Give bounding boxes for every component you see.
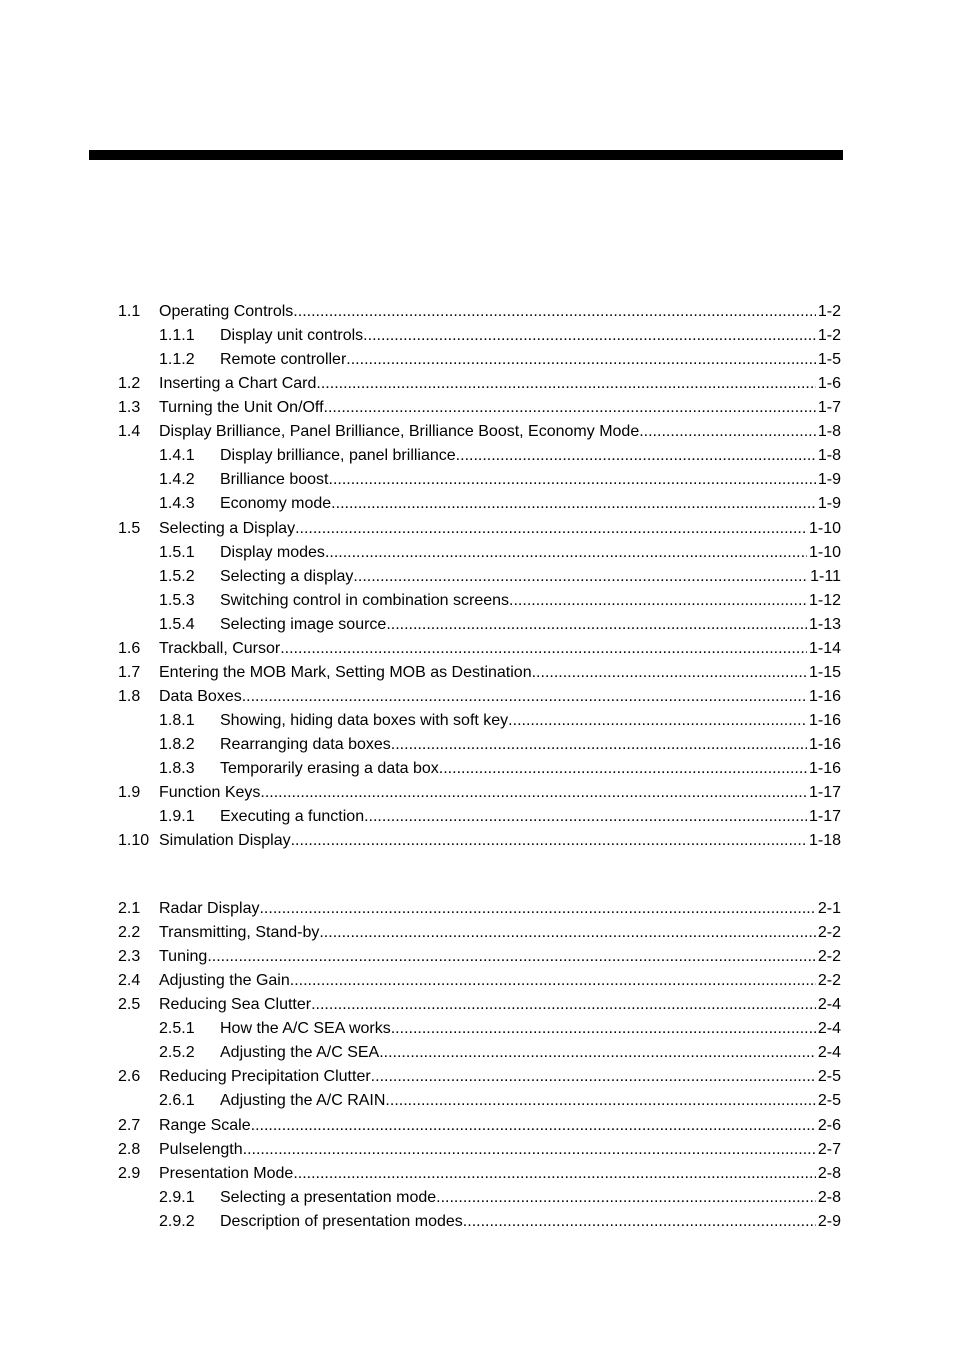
toc-entry-page: 1-6 xyxy=(817,375,841,393)
toc-entry-number: 1.8 xyxy=(118,687,141,705)
toc-entry-page: 1-2 xyxy=(817,303,841,320)
toc-entry[interactable] xyxy=(118,805,841,829)
toc-entry[interactable] xyxy=(118,1186,841,1210)
toc-leader-dots xyxy=(324,396,816,420)
toc-entry[interactable] xyxy=(118,541,841,565)
toc-entry-number: 1.4.2 xyxy=(159,471,195,489)
toc-leader-dots xyxy=(295,517,807,541)
toc-entry-page: 2-8 xyxy=(817,1164,841,1182)
toc-entry-number: 1.8.1 xyxy=(159,711,195,729)
toc-entry-page: 2-6 xyxy=(817,1116,841,1134)
toc-entry-page: 2-4 xyxy=(817,1020,841,1038)
toc-leader-dots xyxy=(293,1162,816,1186)
toc-leader-dots xyxy=(207,945,816,969)
toc-entry-title: Display modes xyxy=(220,541,325,565)
toc-entry-title: Radar Display xyxy=(159,897,259,921)
toc-entry-number: 1.6 xyxy=(118,639,141,657)
toc-entry-number: 2.5.2 xyxy=(159,1044,195,1062)
toc-entry-number: 1.4 xyxy=(118,423,141,441)
toc-entry-page: 2-8 xyxy=(817,1188,841,1206)
toc-leader-dots xyxy=(439,757,807,781)
toc-entry-page: 1-16 xyxy=(808,760,841,777)
toc-entry-page: 2-5 xyxy=(817,1068,841,1086)
toc-entry[interactable] xyxy=(118,372,841,396)
toc-leader-dots xyxy=(260,781,807,805)
toc-entry-number: 1.4.1 xyxy=(159,447,195,465)
toc-entry-title: Display brilliance, panel brilliance xyxy=(220,444,456,468)
toc-entry[interactable] xyxy=(118,468,841,492)
toc-entry-number: 1.9.1 xyxy=(159,808,195,825)
toc-entry-page: 1-11 xyxy=(810,567,841,585)
header-rule xyxy=(89,150,843,160)
toc-entry[interactable] xyxy=(118,300,841,324)
toc-entry-number: 1.9 xyxy=(118,784,141,801)
toc-entry-title: Adjusting the A/C RAIN xyxy=(220,1089,385,1113)
toc-entry-number: 1.1.2 xyxy=(159,351,195,369)
toc-entry-page: 2-9 xyxy=(817,1212,841,1230)
toc-entry-number: 2.6.1 xyxy=(159,1092,195,1110)
toc-entry-number: 1.5.3 xyxy=(159,591,195,609)
toc-leader-dots xyxy=(331,492,816,516)
toc-entry[interactable] xyxy=(118,444,841,468)
toc-entry-title: Simulation Display xyxy=(159,829,291,853)
toc-leader-dots xyxy=(436,1186,816,1210)
toc-entry-page: 1-17 xyxy=(808,784,841,801)
toc-entry-page: 2-2 xyxy=(817,972,841,990)
toc-entry[interactable] xyxy=(118,396,841,420)
toc-entry-number: 2.9 xyxy=(118,1164,141,1182)
toc-leader-dots xyxy=(463,1210,816,1234)
toc-entry-number: 1.7 xyxy=(118,663,141,681)
toc-entry-title: Reducing Precipitation Clutter xyxy=(159,1065,371,1089)
toc-entry-number: 1.5.1 xyxy=(159,543,195,561)
toc-leader-dots xyxy=(316,372,815,396)
toc-entry-number: 2.5.1 xyxy=(159,1020,195,1038)
toc-entry-title: Range Scale xyxy=(159,1114,251,1138)
toc-leader-dots xyxy=(639,420,816,444)
toc-entry-page: 2-5 xyxy=(817,1092,841,1110)
toc-entry-page: 1-14 xyxy=(808,639,841,657)
toc-entry-title: Remote controller xyxy=(220,348,346,372)
toc-entry-number: 2.5 xyxy=(118,996,141,1014)
toc-entry-page: 1-7 xyxy=(817,399,841,417)
toc-entry-title: Pulselength xyxy=(159,1138,243,1162)
toc-leader-dots xyxy=(391,733,807,757)
toc-leader-dots xyxy=(290,969,816,993)
toc-entry-title: Temporarily erasing a data box xyxy=(220,757,439,781)
toc-entry-title: Operating Controls xyxy=(159,300,293,324)
toc-entry[interactable] xyxy=(118,1138,841,1162)
toc-entry-title: Inserting a Chart Card xyxy=(159,372,316,396)
toc-entry-title: Executing a function xyxy=(220,805,364,829)
toc-entry[interactable] xyxy=(118,685,841,709)
toc-entry[interactable] xyxy=(118,1114,841,1138)
toc-entry[interactable] xyxy=(118,1017,841,1041)
toc-entry-title: Adjusting the Gain xyxy=(159,969,290,993)
toc-entry-title: Brilliance boost xyxy=(220,468,329,492)
toc-entry[interactable] xyxy=(118,1162,841,1186)
toc-entry[interactable] xyxy=(118,1210,841,1234)
toc-entry-title: Transmitting, Stand-by xyxy=(159,921,319,945)
toc-entry[interactable] xyxy=(118,324,841,348)
toc-entry-page: 1-16 xyxy=(808,735,841,753)
toc-entry-title: Display Brilliance, Panel Brilliance, Brilliance Boost, Economy Mode xyxy=(159,420,639,444)
toc-entry-title: Selecting a display xyxy=(220,565,353,589)
toc-leader-dots xyxy=(353,565,808,589)
toc-entry-page: 2-2 xyxy=(817,948,841,966)
toc-entry[interactable] xyxy=(118,589,841,613)
toc-leader-dots xyxy=(319,921,816,945)
toc-entry-page: 1-16 xyxy=(808,687,841,705)
toc-entry[interactable] xyxy=(118,993,841,1017)
toc-entry-number: 1.3 xyxy=(118,399,141,417)
toc-entry-number: 1.8.2 xyxy=(159,735,195,753)
toc-leader-dots xyxy=(280,637,807,661)
toc-entry-page: 1-10 xyxy=(808,543,841,561)
toc-entry[interactable] xyxy=(118,1089,841,1113)
toc-leader-dots xyxy=(379,1041,816,1065)
toc-entry[interactable] xyxy=(118,969,841,993)
toc-entry-title: Selecting image source xyxy=(220,613,386,637)
toc-entry-page: 2-4 xyxy=(817,996,841,1014)
toc-leader-dots xyxy=(532,661,807,685)
toc-entry[interactable] xyxy=(118,1065,841,1089)
toc-leader-dots xyxy=(251,1114,816,1138)
toc-entry[interactable] xyxy=(118,921,841,945)
toc-entry-title: How the A/C SEA works xyxy=(220,1017,391,1041)
toc-entry-number: 1.2 xyxy=(118,375,141,393)
toc-entry-title: Rearranging data boxes xyxy=(220,733,391,757)
toc-entry[interactable] xyxy=(118,492,841,516)
toc-leader-dots xyxy=(243,1138,816,1162)
toc-leader-dots xyxy=(242,685,807,709)
toc-entry[interactable] xyxy=(118,565,841,589)
toc-entry-title: Turning the Unit On/Off xyxy=(159,396,324,420)
toc-entry[interactable] xyxy=(118,709,841,733)
toc-leader-dots xyxy=(364,805,807,829)
toc-entry-title: Selecting a presentation mode xyxy=(220,1186,436,1210)
toc-entry-page: 1-16 xyxy=(808,711,841,729)
toc-leader-dots xyxy=(371,1065,816,1089)
toc-entry-number: 2.1 xyxy=(118,900,141,917)
toc-entry-number: 1.4.3 xyxy=(159,495,195,513)
toc-entry[interactable] xyxy=(118,1041,841,1065)
toc-entry-number: 1.10 xyxy=(118,832,150,850)
toc-entry-number: 1.1 xyxy=(118,303,141,320)
toc-entry-page: 1-8 xyxy=(817,447,841,465)
toc-leader-dots xyxy=(329,468,816,492)
toc-entry-title: Economy mode xyxy=(220,492,331,516)
toc-entry-page: 1-5 xyxy=(817,351,841,369)
toc-entry[interactable] xyxy=(118,420,841,444)
toc-leader-dots xyxy=(391,1017,816,1041)
toc-entry-page: 1-10 xyxy=(808,519,841,537)
toc-entry-title: Function Keys xyxy=(159,781,260,805)
toc-entry-title: Entering the MOB Mark, Setting MOB as Destination xyxy=(159,661,532,685)
toc-entry-title: Description of presentation modes xyxy=(220,1210,463,1234)
toc-entry-number: 2.8 xyxy=(118,1140,141,1158)
toc-entry-page: 1-12 xyxy=(808,591,841,609)
toc-entry-page: 1-9 xyxy=(817,495,841,513)
toc-entry-title: Trackball, Cursor xyxy=(159,637,280,661)
toc-entry-number: 2.7 xyxy=(118,1116,141,1134)
toc-leader-dots xyxy=(386,613,807,637)
toc-entry[interactable] xyxy=(118,637,841,661)
toc-entry-title: Reducing Sea Clutter xyxy=(159,993,311,1017)
toc-entry-page: 1-8 xyxy=(817,423,841,441)
toc-entry-page: 1-15 xyxy=(808,663,841,681)
toc-entry-page: 2-4 xyxy=(817,1044,841,1062)
toc-entry[interactable] xyxy=(118,757,841,781)
toc-entry[interactable] xyxy=(118,945,841,969)
toc-entry-number: 2.9.1 xyxy=(159,1188,195,1206)
toc-entry-title: Data Boxes xyxy=(159,685,242,709)
toc-entry-number: 2.4 xyxy=(118,972,141,990)
toc-entry-page: 1-13 xyxy=(808,615,841,633)
toc-leader-dots xyxy=(385,1089,815,1113)
toc-entry-number: 1.5.4 xyxy=(159,615,195,633)
toc-entry[interactable] xyxy=(118,897,841,921)
toc-entry[interactable] xyxy=(118,661,841,685)
toc-entry-number: 1.8.3 xyxy=(159,760,195,777)
toc-entry-title: Adjusting the A/C SEA xyxy=(220,1041,379,1065)
toc-entry[interactable] xyxy=(118,733,841,757)
toc-leader-dots xyxy=(291,829,807,853)
toc-entry-title: Display unit controls xyxy=(220,324,363,348)
toc-entry-page: 1-9 xyxy=(817,471,841,489)
toc-leader-dots xyxy=(293,300,816,324)
toc-entry-title: Switching control in combination screens xyxy=(220,589,509,613)
toc-entry-title: Showing, hiding data boxes with soft key xyxy=(220,709,508,733)
toc-leader-dots xyxy=(456,444,816,468)
toc-leader-dots xyxy=(346,348,816,372)
toc-entry[interactable] xyxy=(118,781,841,805)
toc-leader-dots xyxy=(259,897,815,921)
toc-entry[interactable] xyxy=(118,348,841,372)
toc-entry-number: 2.9.2 xyxy=(159,1212,195,1230)
toc-entry-number: 1.5.2 xyxy=(159,567,195,585)
toc-leader-dots xyxy=(325,541,807,565)
toc-entry-number: 1.5 xyxy=(118,519,141,537)
toc-leader-dots xyxy=(509,589,807,613)
toc-entry-page: 1-2 xyxy=(817,327,841,345)
toc-entry-title: Presentation Mode xyxy=(159,1162,293,1186)
toc-entry-number: 2.3 xyxy=(118,948,141,966)
toc-leader-dots xyxy=(508,709,807,733)
toc-leader-dots xyxy=(363,324,816,348)
toc-entry-page: 1-18 xyxy=(808,832,841,850)
toc-leader-dots xyxy=(311,993,816,1017)
toc-entry-title: Selecting a Display xyxy=(159,517,295,541)
toc-entry-number: 2.6 xyxy=(118,1068,141,1086)
toc-entry[interactable] xyxy=(118,829,841,853)
toc-entry-page: 2-1 xyxy=(817,900,841,917)
toc-entry-number: 1.1.1 xyxy=(159,327,195,345)
toc-entry[interactable] xyxy=(118,613,841,637)
toc-entry[interactable] xyxy=(118,517,841,541)
toc-entry-title: Tuning xyxy=(159,945,207,969)
toc-entry-number: 2.2 xyxy=(118,924,141,941)
toc-entry-page: 2-7 xyxy=(817,1140,841,1158)
toc-entry-page: 2-2 xyxy=(817,924,841,941)
toc-entry-page: 1-17 xyxy=(808,808,841,825)
